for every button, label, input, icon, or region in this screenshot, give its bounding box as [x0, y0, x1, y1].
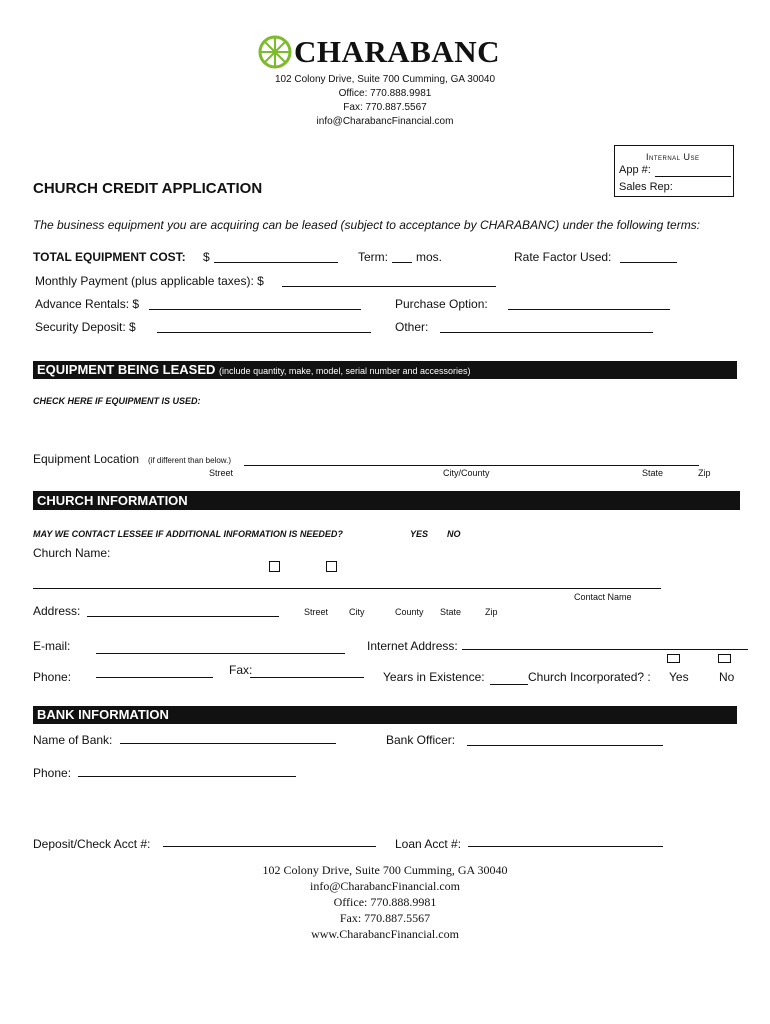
location-zip-caption: Zip [698, 468, 711, 478]
sales-rep-label: Sales Rep: [619, 181, 673, 193]
bank-officer-field[interactable] [467, 745, 663, 746]
app-number-label: App #: [619, 164, 651, 176]
security-deposit-field[interactable] [157, 332, 371, 333]
security-deposit-label: Security Deposit: $ [35, 320, 136, 334]
wheel-icon [258, 35, 292, 69]
equipment-used-label: CHECK HERE IF EQUIPMENT IS USED: [33, 396, 201, 406]
location-city-caption: City/County [443, 468, 490, 478]
footer-address: 102 Colony Drive, Suite 700 Cumming, GA 30040 [262, 863, 508, 877]
equipment-header-note: (include quantity, make, model, serial number and accessories) [219, 366, 471, 376]
phone-label: Phone: [33, 670, 72, 684]
other-label: Other: [395, 320, 429, 334]
bank-officer-label: Bank Officer: [386, 733, 456, 747]
incorporated-yes-checkbox[interactable] [667, 654, 680, 663]
purchase-option-field[interactable] [508, 309, 670, 310]
monthly-payment-label: Monthly Payment (plus applicable taxes): $ [35, 274, 264, 288]
email-label: E-mail: [33, 639, 71, 653]
header-address: 102 Colony Drive, Suite 700 Cumming, GA 30040 [274, 74, 496, 85]
address-street-caption: Street [304, 607, 329, 617]
contact-question: MAY WE CONTACT LESSEE IF ADDITIONAL INFORMATION IS NEEDED? [33, 529, 343, 539]
equipment-header-text: EQUIPMENT BEING LEASED [37, 362, 216, 377]
total-cost-label: TOTAL EQUIPMENT COST: [33, 250, 186, 264]
incorporated-yes-label: Yes [669, 670, 689, 684]
location-street-caption: Street [209, 468, 234, 478]
purchase-option-label: Purchase Option: [395, 297, 488, 311]
church-name-label: Church Name: [33, 546, 111, 560]
contact-name-caption: Contact Name [574, 592, 632, 602]
address-zip-caption: Zip [485, 607, 498, 617]
other-field[interactable] [440, 332, 653, 333]
total-cost-dollar: $ [203, 250, 210, 264]
term-label: Term: [358, 250, 388, 264]
intro-text: The business equipment you are acquiring can be leased (subject to acceptance by CHARABANC) under the following terms: [33, 218, 701, 232]
rate-factor-label: Rate Factor Used: [514, 250, 612, 264]
rate-factor-field[interactable] [620, 262, 677, 263]
internal-use-box [614, 145, 734, 197]
email-field[interactable] [96, 653, 345, 654]
address-county-caption: County [395, 607, 424, 617]
incorporated-no-checkbox[interactable] [718, 654, 731, 663]
advance-rentals-label: Advance Rentals: $ [35, 297, 140, 311]
footer-email: info@CharabancFinancial.com [310, 879, 460, 893]
footer-fax: Fax: 770.887.5567 [339, 911, 431, 925]
page-title: CHURCH CREDIT APPLICATION [33, 180, 263, 197]
phone-field[interactable] [96, 677, 213, 678]
years-existence-field[interactable] [490, 684, 528, 685]
bank-name-label: Name of Bank: [33, 733, 113, 747]
internet-address-field[interactable] [462, 649, 748, 650]
internal-use-title: Internal Use [646, 152, 700, 162]
bank-phone-field[interactable] [78, 776, 296, 777]
equipment-section-header [33, 361, 737, 379]
address-state-caption: State [440, 607, 462, 617]
address-field[interactable] [87, 616, 279, 617]
header-office: Office: 770.888.9981 [338, 88, 432, 99]
address-city-caption: City [349, 607, 365, 617]
deposit-account-label: Deposit/Check Acct #: [33, 837, 151, 851]
loan-account-field[interactable] [468, 846, 663, 847]
header-fax: Fax: 770.887.5567 [343, 102, 427, 113]
fax-field[interactable] [250, 677, 364, 678]
contact-yes-label: YES [410, 529, 429, 539]
internet-address-label: Internet Address: [367, 639, 458, 653]
term-field[interactable] [392, 262, 412, 263]
bank-phone-label: Phone: [33, 766, 72, 780]
fax-label: Fax: [229, 663, 253, 677]
footer-website: www.CharabancFinancial.com [311, 927, 459, 941]
church-name-field[interactable] [33, 588, 661, 589]
contact-no-label: NO [447, 529, 461, 539]
address-label: Address: [33, 604, 81, 618]
church-section-header: CHURCH INFORMATION [33, 491, 740, 510]
logo [258, 34, 513, 70]
header-email: info@CharabancFinancial.com [316, 116, 454, 127]
contact-yes-checkbox[interactable] [269, 561, 280, 572]
equipment-location-note: (if different than below.) [148, 456, 232, 465]
incorporated-label: Church Incorporated? : [528, 670, 651, 684]
deposit-account-field[interactable] [163, 846, 376, 847]
app-number-field[interactable] [655, 176, 731, 177]
logo-text: CHARABANC [294, 34, 500, 69]
monthly-payment-field[interactable] [282, 286, 496, 287]
equipment-location-label: Equipment Location [33, 452, 140, 466]
bank-section-header: BANK INFORMATION [33, 706, 737, 724]
loan-account-label: Loan Acct #: [395, 837, 462, 851]
bank-name-field[interactable] [120, 743, 336, 744]
location-state-caption: State [642, 468, 664, 478]
advance-rentals-field[interactable] [149, 309, 361, 310]
incorporated-no-label: No [719, 670, 735, 684]
term-mos: mos. [416, 250, 443, 264]
equipment-location-field[interactable] [244, 465, 699, 466]
total-cost-field[interactable] [214, 262, 338, 263]
footer-office: Office: 770.888.9981 [333, 895, 437, 909]
contact-no-checkbox[interactable] [326, 561, 337, 572]
footer [185, 862, 585, 942]
years-existence-label: Years in Existence: [383, 670, 485, 684]
